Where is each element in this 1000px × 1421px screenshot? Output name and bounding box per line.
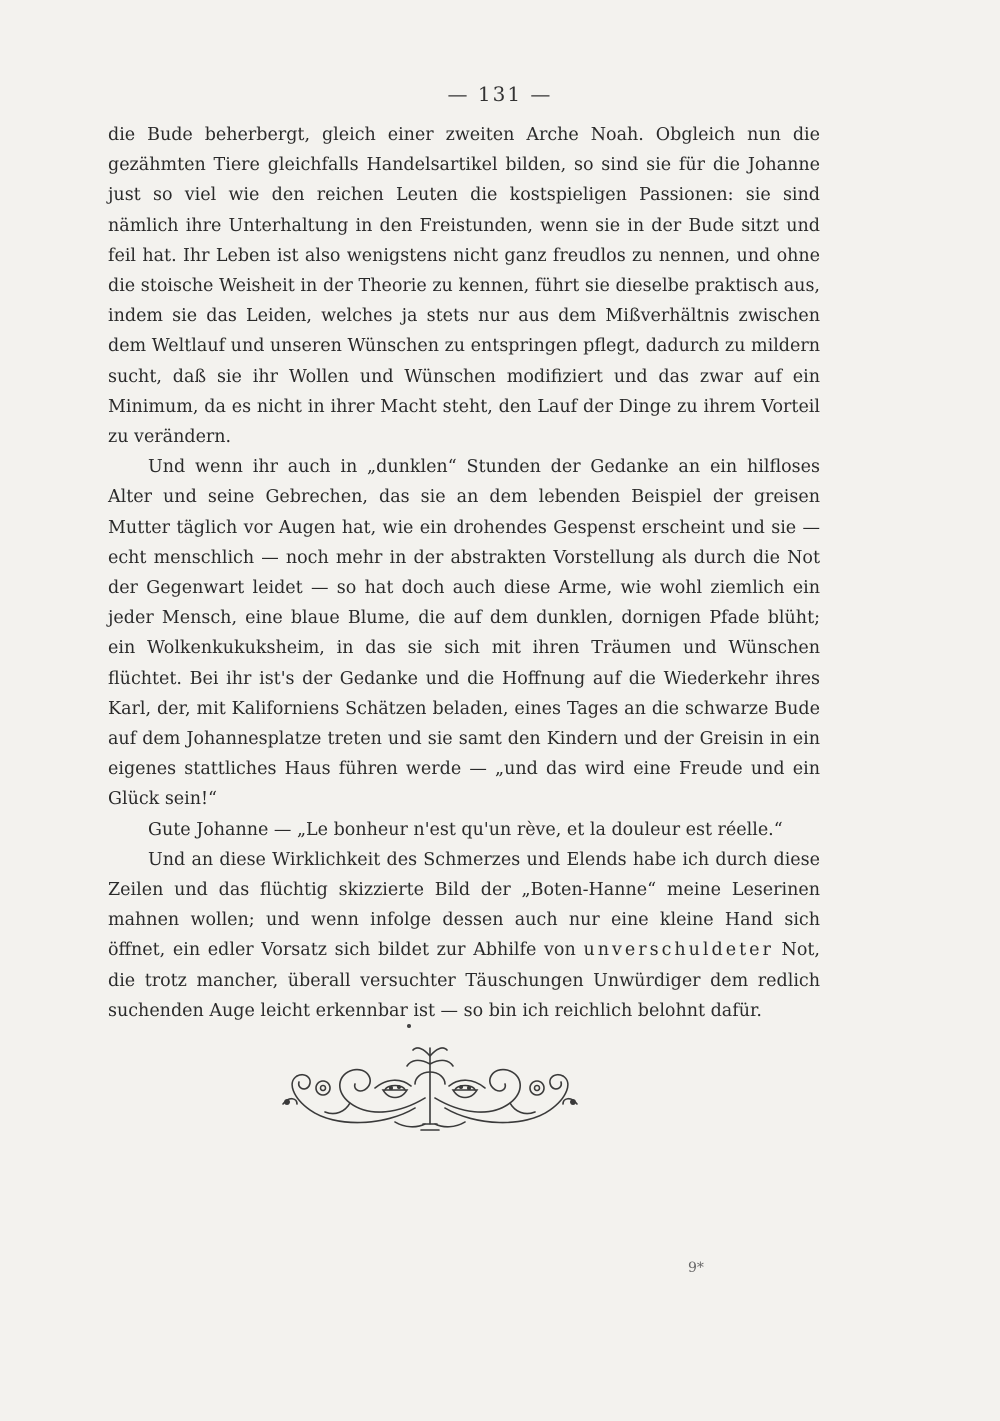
page-number: — 131 — (447, 82, 553, 106)
signature-mark: 9* (688, 1260, 704, 1276)
ornament-dot (407, 1024, 411, 1028)
paragraph-3-quote: Gute Johanne — „Le bonheur n'est qu'un rève, et la douleur est réelle.“ (148, 819, 783, 840)
paragraph-4-before: Und an diese Wirklichkeit des Schmerzes und Elends habe ich durch diese Zeilen und das flüchtig skizzierte Bild der „Boten-Hanne“ meine Leserinen mahnen wollen; und wenn infolge dessen auch nur eine kleine Hand sich öffnet, ein edler Vorsatz sich bildet zur Abhilfe von (108, 849, 820, 961)
paragraph-1: die Bude beherbergt, gleich einer zweiten Arche Noah. Obgleich nun die gezähmten Tiere gleichfalls Handelsartikel bilden, so sind sie für die Johanne just so viel wie den reichen Leuten die kostspieligen Passionen: sie sind nämlich ihre Unterhaltung in den Freistunden, wenn sie in der Bude sitzt und feil hat. Ihr Leben ist also wenigstens nicht ganz freudlos zu nennen, und ohne die stoische Weisheit in der Theorie zu kennen, führt sie dieselbe praktisch aus, indem sie das Leiden, welches ja stets nur aus dem Mißverhältnis zwischen dem Weltlauf und unseren Wünschen zu entspringen pflegt, dadurch zu mildern sucht, daß sie ihr Wollen und Wünschen modifiziert und das zwar auf ein Minimum, da es nicht in ihrer Macht steht, den Lauf der Dinge zu ihrem Vorteil zu verändern. (108, 125, 820, 448)
paragraph-2: Und wenn ihr auch in „dunklen“ Stunden der Gedanke an ein hilfloses Alter und seine Gebrechen, das sie an dem lebenden Beispiel der greisen Mutter täglich vor Augen hat, wie ein drohendes Gespenst erscheint und sie — echt menschlich — noch mehr in der abstrakten Vorstellung als durch die Not der Gegenwart leidet — so hat doch auch diese Arme, wie wohl ziemlich ein jeder Mensch, eine blaue Blume, die auf dem dunklen, dornigen Pfade blüht; ein Wolkenkukuksheim, in das sie sich mit ihren Träumen und Wünschen flüchtet. Bei ihr ist's der Gedanke und die Hoffnung auf die Wiederkehr ihres Karl, der, mit Kaliforniens Schätzen beladen, eines Tages an die schwarze Bude auf dem Johannesplatze treten und sie samt den Kindern und der Greisin in ein eigenes stattliches Haus führen werde — „und das wird eine Freude und ein Glück sein!“ (108, 457, 820, 810)
floral-ornament-icon (275, 1038, 585, 1134)
paragraph-4-emphasis: unverschuldeter (583, 940, 774, 961)
paragraph-4 (108, 845, 820, 1026)
page-body (108, 120, 820, 1026)
paragraph-4-after: Not, die trotz mancher, überall versuchter Täuschungen Unwürdiger dem redlich suchenden Auge leicht erkennbar ist — so bin ich reichlich belohnt dafür. (108, 940, 820, 1021)
